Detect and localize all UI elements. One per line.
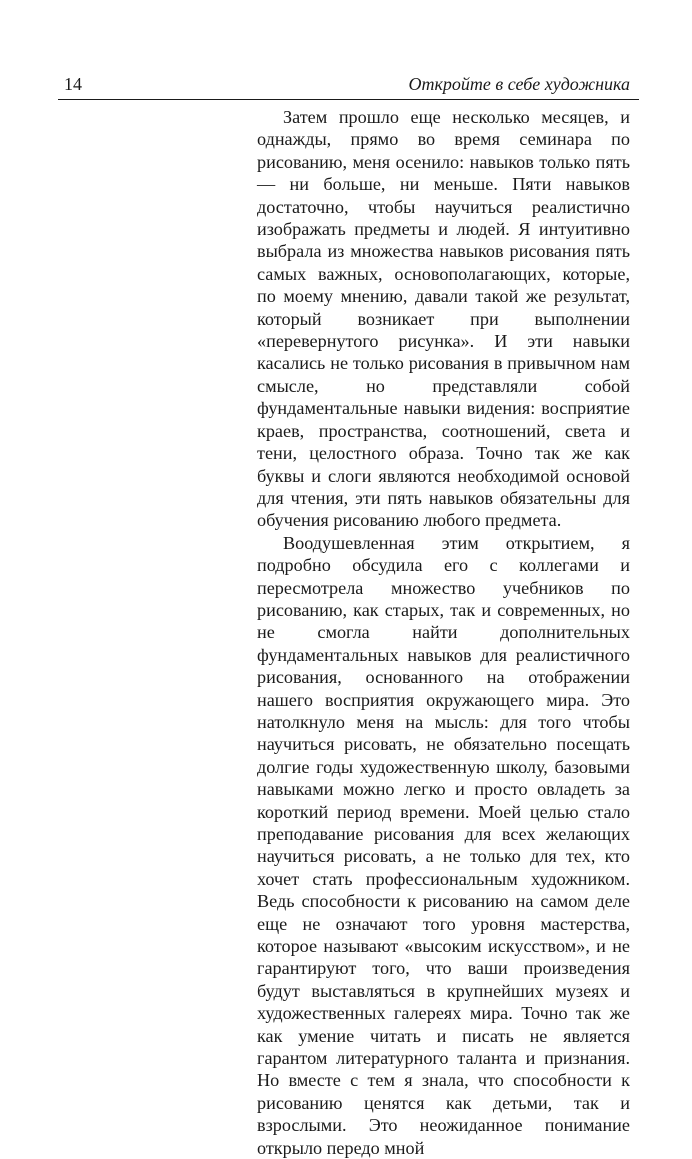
- header-rule: [58, 99, 639, 100]
- book-title: Откройте в себе художника: [408, 74, 630, 94]
- paragraph: Воодушевленная этим открытием, я подробно обсудила его с коллегами и пересмотрела множество учебников по рисованию, как старых, так и современных, но не смогла найти дополнительных фундаментальных навыков для реалистичного рисования, основанного на отображении нашего восприятия окружающего мира. Это натолкнуло меня на мысль: для того чтобы научиться рисовать, не обязательно посещать долгие годы художественную школу, базовыми навыками можно легко и просто овладеть за короткий период времени. Моей целью стало преподавание рисования для всех желающих научиться рисовать, а не только для тех, кто хочет стать профессиональным художником. Ведь способности к рисованию на самом деле еще не означают того уровня мастерства, которое называют «высоким искусством», и не гарантируют того, что ваши произведения будут выставляться в крупнейших музеях и художественных галереях мира. Точно так же как умение читать и писать не является гарантом литературного таланта и признания. Но вместе с тем я знала, что способности к рисованию ценятся как детьми, так и взрослыми. Это неожиданное понимание открыло передо мной: [257, 532, 630, 1158]
- running-head: [56, 72, 636, 96]
- paragraph: Затем прошло еще несколько месяцев, и однажды, прямо во время семинара по рисованию, меня осенило: навыков только пять — ни больше, ни меньше. Пяти навыков достаточно, чтобы научиться реалистично изображать предметы и людей. Я интуитивно выбрала из множества навыков рисования пять самых важных, основополагающих, которые, по моему мнению, давали такой же результат, который возникает при выполнении «перевернутого рисунка». И эти навыки касались не только рисования в привычном нам смысле, но представляли собой фундаментальные навыки видения: восприятие краев, пространства, соотношений, света и тени, целостного образа. Точно так же как буквы и слоги являются необходимой основой для чтения, эти пять навыков обязательны для обучения рисованию любого предмета.: [257, 107, 630, 531]
- body-text: [257, 106, 630, 1159]
- page-number: 14: [64, 74, 82, 94]
